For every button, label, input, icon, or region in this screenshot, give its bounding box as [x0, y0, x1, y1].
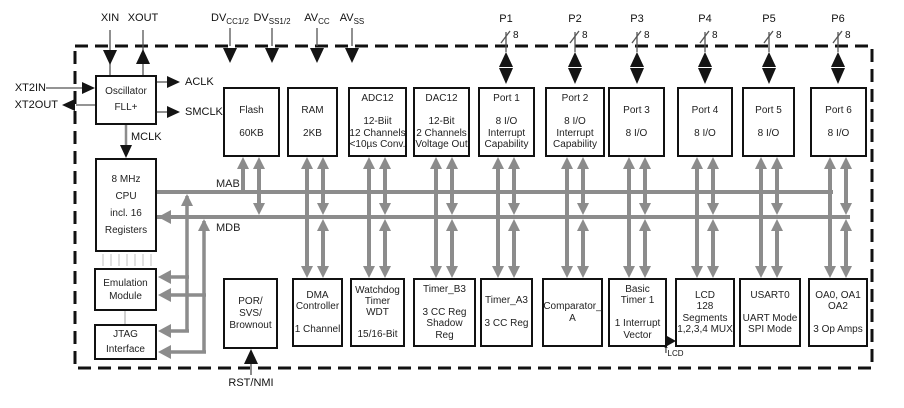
bus-arrow-down [707, 203, 719, 215]
emulation-arrow [158, 270, 171, 284]
mab-bus-label: MAB [216, 178, 240, 190]
bus-arrow-down [379, 203, 391, 215]
block-line: 1 Interrupt [614, 318, 661, 330]
block-line: 3 CC Reg [422, 306, 467, 318]
block-timera3 [480, 278, 533, 347]
pin-label-rst-nmi: RST/NMI [228, 377, 274, 389]
port-arrow-down [499, 68, 513, 84]
block-emulation [94, 268, 157, 311]
block-line: Registers [104, 225, 148, 236]
bus-arrow-down [639, 266, 651, 278]
mdb-to-cpu-arrow [158, 210, 171, 224]
bus-arrow-down [840, 266, 852, 278]
bus-arrow-down [771, 203, 783, 215]
port-p3-bus-width: 8 [644, 30, 650, 41]
bus-arrow-up [446, 219, 458, 231]
bus-arrow-up [639, 157, 651, 169]
port-arrow-up [499, 52, 513, 67]
port-arrow-up [630, 52, 644, 67]
block-adc12 [348, 87, 407, 157]
bus-arrow-down [771, 266, 783, 278]
block-line: Port 6 [825, 104, 852, 116]
block-line: incl. 16 [110, 208, 142, 219]
xt2out-arrow [62, 99, 75, 111]
block-line: 1,2,3,4 MUX [677, 324, 733, 335]
pin-label-p4: P4 [698, 13, 712, 25]
pin-label-p5: P5 [762, 13, 776, 25]
bus-arrow-up [237, 157, 249, 169]
block-oscillator [95, 75, 157, 125]
bus-arrow-up [317, 157, 329, 169]
pin-label-xout [128, 12, 159, 26]
block-line: Port 5 [755, 104, 782, 116]
block-line: OA2 [827, 301, 848, 312]
mdb-bus-label: MDB [216, 222, 241, 234]
bus-arrow-down [755, 266, 767, 278]
block-line: Port 4 [691, 104, 719, 116]
pin-name: XOUT [127, 12, 159, 24]
bus-arrow-down [301, 266, 313, 278]
bus-arrow-up [824, 157, 836, 169]
block-line: 12-Bit [428, 116, 455, 128]
port-arrow-up [698, 52, 712, 67]
block-line: 8 I/O [827, 127, 850, 139]
bus-arrow-down [446, 266, 458, 278]
pin-label-dvss12 [253, 12, 290, 26]
port-p2-bus-width: 8 [582, 30, 588, 41]
bus-arrow-down [508, 266, 520, 278]
bus-arrow-up [840, 157, 852, 169]
xin-arrow [103, 50, 117, 65]
block-port2 [545, 87, 605, 157]
block-jtag [94, 324, 157, 360]
block-line: POR/ [238, 295, 263, 307]
pin-label-xin [101, 12, 119, 26]
bus-arrow-up [508, 157, 520, 169]
block-line: Emulation [103, 277, 148, 289]
bus-arrow-up [253, 157, 265, 169]
bus-arrow-down [446, 203, 458, 215]
block-port4 [677, 87, 733, 157]
bus-arrow-down [508, 203, 520, 215]
pin-label-avcc [304, 12, 329, 26]
pin-name: DV [253, 12, 269, 24]
port-arrow-down [698, 68, 712, 84]
block-line: Timer_A3 [485, 295, 528, 307]
block-line: 2KB [303, 127, 322, 139]
bus-arrow-up [639, 219, 651, 231]
block-line: 8 I/O [564, 116, 586, 128]
pin-subscript: SS1/2 [268, 17, 291, 27]
aclk-arrow [167, 76, 180, 88]
bus-arrow-down [317, 266, 329, 278]
block-line: SPI Mode [748, 324, 792, 335]
block-line: 8 I/O [625, 127, 648, 139]
bus-arrow-down [824, 266, 836, 278]
bus-arrow-down [707, 266, 719, 278]
block-line: OA0, OA1 [815, 289, 861, 301]
block-oa [808, 278, 868, 347]
bus-arrow-up [492, 157, 504, 169]
block-line: Segments [682, 312, 728, 324]
port-arrow-down [762, 68, 776, 84]
pin-subscript: CC [318, 17, 330, 27]
block-line: 12 Channels [349, 127, 406, 139]
block-line: Module [109, 290, 142, 302]
block-line: Capability [484, 139, 529, 151]
block-port6 [810, 87, 867, 157]
flcd-signal-label [664, 344, 683, 358]
bus-arrow-up [577, 219, 589, 231]
block-line: Vector [623, 329, 652, 341]
flcd-base: f [664, 344, 668, 356]
bus-arrow-down [317, 203, 329, 215]
block-line: Timer_B3 [423, 283, 466, 295]
block-line: 1 Channel [294, 324, 341, 335]
bus-arrow-down [577, 266, 589, 278]
bus-arrow-up [363, 157, 375, 169]
block-dac12 [413, 87, 470, 157]
mclk-arrow [120, 145, 132, 158]
pin-name: AV [304, 12, 319, 24]
block-line: 3 CC Reg [484, 318, 529, 330]
pin-label-p3: P3 [630, 13, 644, 25]
bus-arrow-up [181, 194, 193, 206]
port-p1-bus-width: 8 [513, 30, 519, 41]
block-line: Watchdog [355, 285, 400, 296]
power-arrow [265, 48, 279, 63]
pin-label-p2: P2 [568, 13, 582, 25]
bus-arrow-down [623, 266, 635, 278]
block-line: 15/16-Bit [357, 329, 398, 340]
block-line: Oscillator [105, 86, 147, 97]
bus-arrow-down [363, 266, 375, 278]
pin-name: DV [211, 12, 227, 24]
block-line: Timer 1 [620, 295, 655, 307]
bus-arrow-up [623, 157, 635, 169]
block-line: 2 Channels [416, 127, 467, 139]
bus-arrow-up [379, 157, 391, 169]
block-line: UART Mode [742, 312, 798, 324]
block-line: 12-Biit [363, 116, 392, 128]
xt2in-arrow [82, 82, 95, 94]
port-p6-bus-width: 8 [845, 30, 851, 41]
block-timerb3 [413, 278, 476, 347]
smclk-signal-label: SMCLK [185, 106, 223, 118]
pin-name: XIN [100, 12, 120, 24]
bus-arrow-up [691, 157, 703, 169]
bus-arrow-down [253, 203, 265, 215]
block-line: LCD [694, 289, 715, 301]
block-line: Brownout [229, 319, 272, 331]
block-line: Port 1 [493, 93, 520, 105]
power-arrow [223, 48, 237, 63]
block-line: USART0 [750, 289, 790, 301]
port-arrow-up [568, 52, 582, 67]
block-port3 [608, 87, 665, 157]
smclk-arrow [167, 106, 180, 118]
block-line: 8 I/O [757, 127, 780, 139]
bus-arrow-up [198, 219, 210, 231]
block-line: 8 I/O [495, 116, 518, 128]
bus-arrow-down [840, 203, 852, 215]
power-arrow [345, 48, 359, 63]
block-line: Port 2 [561, 93, 589, 105]
bus-arrow-down [492, 266, 504, 278]
bus-arrow-down [691, 266, 703, 278]
block-basictimer [608, 278, 667, 347]
block-line: JTAG [113, 329, 138, 340]
bus-arrow-up [771, 219, 783, 231]
block-compa [542, 278, 603, 347]
port-arrow-down [568, 68, 582, 84]
block-line: Flash [239, 104, 264, 116]
xout-arrow [136, 49, 150, 64]
block-line: A [569, 312, 576, 324]
block-line: Timer [364, 296, 391, 307]
pin-label-dvcc12 [211, 12, 249, 26]
port-arrow-up [762, 52, 776, 67]
port-arrow-down [831, 68, 845, 84]
block-line: Capability [553, 139, 597, 151]
block-line: 8 I/O [694, 127, 716, 139]
pin-subscript: CC1/2 [226, 17, 249, 27]
bus-arrow-down [561, 266, 573, 278]
block-line: 128 [696, 301, 714, 312]
bus-arrow-down [430, 266, 442, 278]
block-line: 60KB [239, 127, 264, 139]
block-usart0 [739, 278, 801, 347]
bus-arrow-down [379, 266, 391, 278]
block-line: 3 Op Amps [813, 324, 863, 335]
block-line: RAM [301, 104, 324, 116]
block-lcd [675, 278, 735, 347]
rst-arrow [244, 349, 258, 364]
block-flash [223, 87, 280, 157]
block-line: Voltage Out [415, 139, 468, 151]
pin-label-avss [340, 12, 365, 26]
block-line: Basic [625, 283, 650, 295]
bus-arrow-down [577, 203, 589, 215]
bus-arrow-up [446, 157, 458, 169]
block-line: Shadow [426, 318, 463, 330]
bus-arrow-up [577, 157, 589, 169]
pin-label-xt2in: XT2IN [14, 82, 46, 94]
block-line: DAC12 [425, 93, 458, 105]
block-line: SVS/ [239, 307, 262, 319]
bus-arrow-up [707, 157, 719, 169]
block-line: CPU [115, 191, 137, 202]
block-line: FLL+ [114, 102, 138, 113]
pin-name: AV [339, 12, 354, 24]
bus-arrow-up [755, 157, 767, 169]
jtag-arrow [158, 345, 171, 359]
block-port5 [742, 87, 795, 157]
bus-arrow-up [379, 219, 391, 231]
pin-subscript: SS [353, 17, 365, 27]
block-wdt [350, 278, 405, 347]
block-line: DMA [306, 289, 329, 301]
power-arrow [310, 48, 324, 63]
block-line: Comparator_ [543, 301, 602, 312]
block-line: Controller [295, 301, 340, 312]
pin-label-p6: P6 [831, 13, 845, 25]
block-line: <10µs Conv. [349, 139, 406, 151]
block-line: Reg [435, 329, 454, 341]
jtag-arrow [158, 324, 171, 338]
block-port1 [478, 87, 535, 157]
bus-arrow-up [508, 219, 520, 231]
flcd-sub: LCD [667, 349, 684, 359]
bus-arrow-down [639, 203, 651, 215]
block-ram [287, 87, 338, 157]
bus-arrow-up [840, 219, 852, 231]
block-line: Interface [106, 344, 145, 355]
bus-arrow-up [771, 157, 783, 169]
pin-label-p1: P1 [499, 13, 513, 25]
block-line: WDT [366, 307, 389, 318]
pin-label-xt2out: XT2OUT [14, 99, 58, 111]
block-line: ADC12 [361, 93, 394, 105]
aclk-signal-label: ACLK [185, 76, 214, 88]
port-p5-bus-width: 8 [776, 30, 782, 41]
bus-arrow-up [561, 157, 573, 169]
mclk-signal-label: MCLK [131, 131, 162, 143]
bus-arrow-up [317, 219, 329, 231]
block-line: Port 3 [623, 104, 650, 116]
block-line: Interrupt [487, 127, 526, 139]
block-line: Interrupt [556, 127, 594, 139]
bus-arrow-up [430, 157, 442, 169]
bus-arrow-up [707, 219, 719, 231]
block-por [223, 278, 278, 349]
port-arrow-up [831, 52, 845, 67]
bus-arrow-up [301, 157, 313, 169]
port-arrow-down [630, 68, 644, 84]
block-dma [292, 278, 343, 347]
emulation-arrow [158, 288, 171, 302]
block-cpu [95, 158, 157, 252]
block-line: 8 MHz [111, 174, 141, 185]
port-p4-bus-width: 8 [712, 30, 718, 41]
